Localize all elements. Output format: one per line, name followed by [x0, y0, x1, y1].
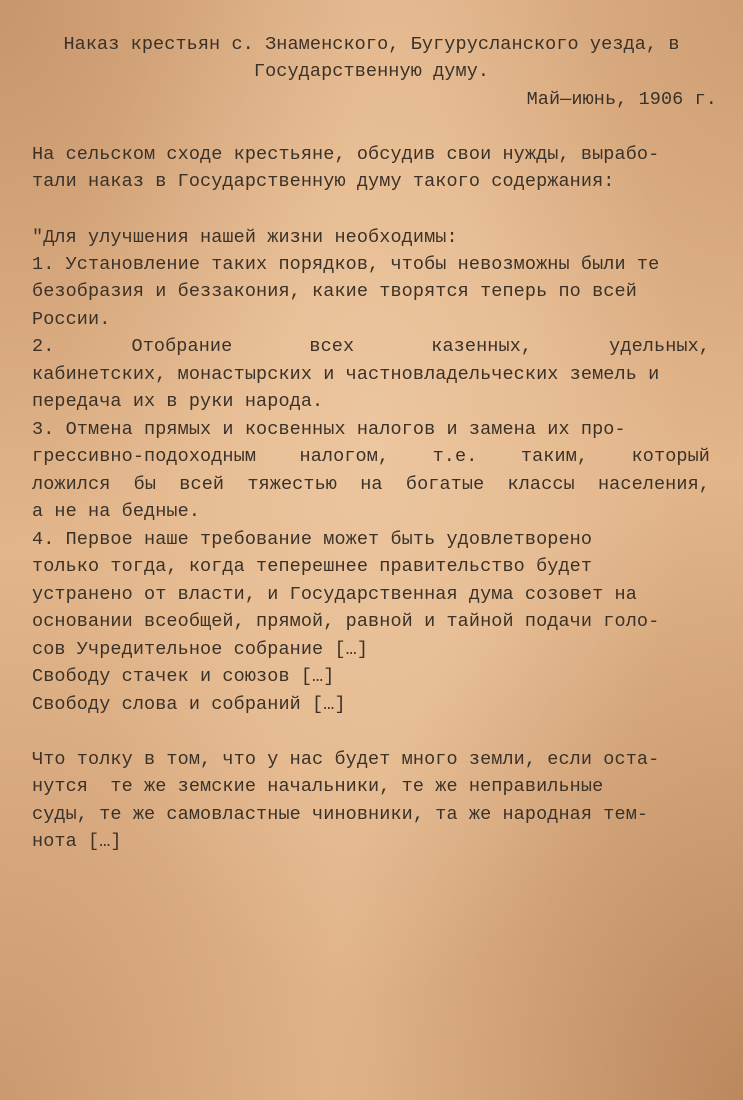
item-4-line-4: основании всеобщей, прямой, равной и тайной подачи голо- — [32, 611, 660, 632]
item-1-line-2: безобразия и беззакония, какие творятся теперь по всей — [32, 281, 637, 302]
item-3-line-2: грессивно-подоходным налогом, т.е. таким, который — [32, 446, 710, 467]
closing-line-3: суды, те же самовластные чиновники, та же народная тем- — [32, 804, 649, 825]
item-2-line-2: кабинетских, монастырских и частновладельческих земель и — [32, 364, 660, 385]
document-title-line-1: Наказ крестьян с. Знаменского, Бугурусланского уезда, в — [63, 34, 680, 55]
item-3-line-4: а не на бедные. — [32, 501, 201, 522]
demand-speech: Свободу слова и собраний […] — [32, 694, 346, 715]
closing-line-1: Что толку в том, что у нас будет много земли, если оста- — [32, 749, 660, 770]
demand-strikes: Свободу стачек и союзов […] — [32, 666, 335, 687]
intro-line-1: На сельском сходе крестьяне, обсудив свои нужды, вырабо- — [32, 144, 660, 165]
item-4-line-3: устранено от власти, и Государственная дума созовет на — [32, 584, 637, 605]
item-4-line-1: 4. Первое наше требование может быть удовлетворено — [32, 529, 593, 550]
item-2-line-3: передача их в руки народа. — [32, 391, 324, 412]
item-3-line-1: 3. Отмена прямых и косвенных налогов и замена их про- — [32, 419, 626, 440]
intro-line-2: тали наказ в Государственную думу такого содержания: — [32, 171, 615, 192]
document-title-line-2: Государственную думу. — [253, 61, 490, 82]
item-1-line-1: 1. Установление таких порядков, чтобы невозможны были те — [32, 254, 660, 275]
item-4-line-2: только тогда, когда теперешнее правительство будет — [32, 556, 593, 577]
closing-line-4: нота […] — [32, 831, 122, 852]
demands-lead: "Для улучшения нашей жизни необходимы: — [32, 227, 458, 248]
item-3-line-3: ложился бы всей тяжестью на богатые классы населения, — [32, 474, 710, 495]
item-1-line-3: России. — [32, 309, 111, 330]
item-2-line-1: 2. Отобрание всех казенных, удельных, — [32, 336, 710, 357]
document-date: Май—июнь, 1906 г. — [526, 89, 717, 110]
item-4-line-5: сов Учредительное собрание […] — [32, 639, 369, 660]
closing-line-2: нутся те же земские начальники, те же неправильные — [32, 776, 604, 797]
